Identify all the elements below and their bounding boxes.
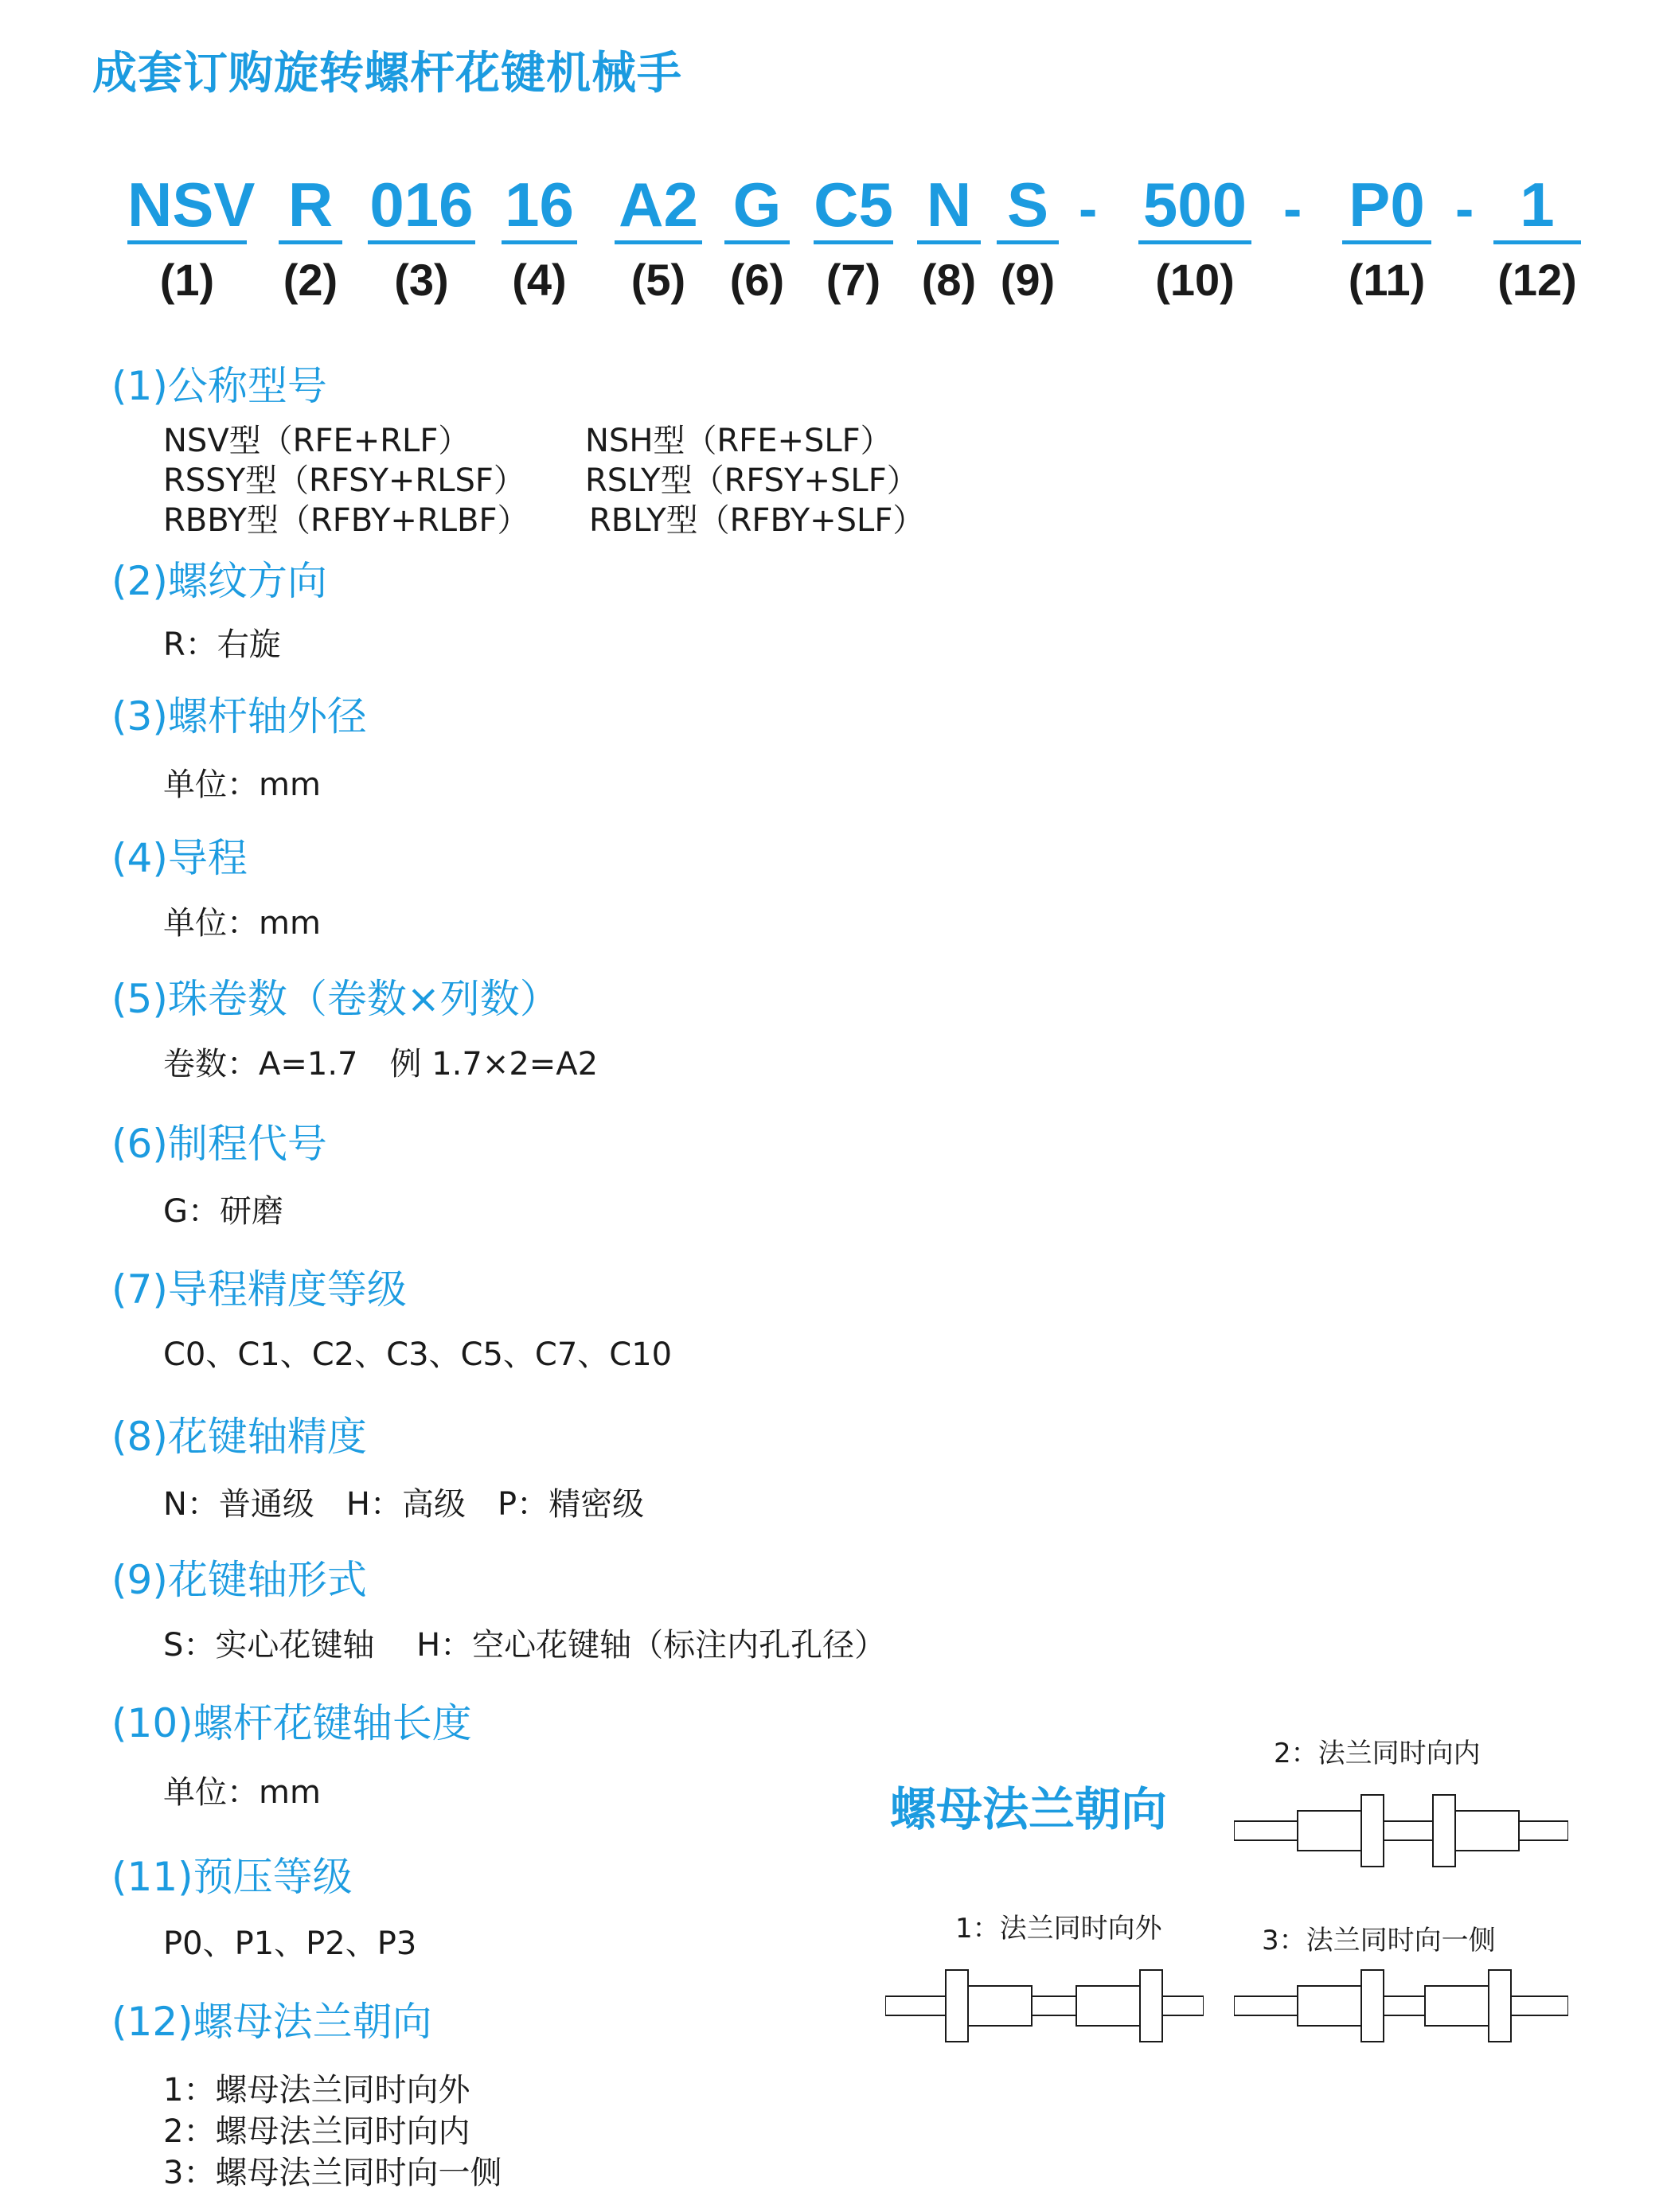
figure-caption-2: 2：法兰同时向内 (1274, 1738, 1481, 1769)
section-line: N：普通级 H：高级 P：精密级 (163, 1486, 645, 1523)
code-dash: - (1079, 178, 1098, 240)
code-segment: N (917, 174, 981, 244)
code-segment: S (997, 174, 1059, 244)
code-dash: - (1283, 178, 1302, 240)
code-part-6 (724, 170, 790, 306)
model-item: NSV型（RFE+RLF） (163, 423, 470, 459)
model-item: NSH型（RFE+SLF） (585, 423, 892, 459)
code-segment: P0 (1342, 174, 1431, 244)
section-title-2: (2)螺纹方向 (111, 558, 327, 604)
code-segment: G (724, 174, 790, 244)
section-line: R：右旋 (163, 626, 281, 663)
section-line: P0、P1、P2、P3 (163, 1925, 417, 1962)
section-title-1: (1)公称型号 (111, 363, 327, 409)
section-line: 单位：mm (163, 1774, 321, 1811)
section-title-4: (4)导程 (111, 835, 248, 881)
model-item: RBBY型（RFBY+RLBF） (163, 502, 529, 539)
code-number: (1) (159, 255, 215, 305)
code-number: (12) (1497, 255, 1577, 305)
code-number: (7) (826, 255, 881, 305)
code-part-2 (279, 170, 342, 306)
code-part-7 (814, 170, 893, 306)
section-title-7: (7)导程精度等级 (111, 1266, 407, 1313)
section-line: 3：螺母法兰同时向一侧 (163, 2155, 502, 2191)
section-title-11: (11)预压等级 (111, 1854, 353, 1900)
section-title-10: (10)螺杆花键轴长度 (111, 1700, 472, 1746)
code-number: (5) (630, 255, 686, 305)
code-segment: R (279, 174, 342, 244)
code-part-8 (917, 170, 981, 306)
section-line: 卷数：A=1.7 例 1.7×2=A2 (163, 1046, 599, 1083)
code-segment: 500 (1138, 174, 1251, 244)
code-part-11 (1342, 170, 1431, 306)
code-part-10 (1138, 170, 1251, 306)
section-title-8: (8)花键轴精度 (111, 1414, 367, 1460)
code-part-4 (502, 170, 577, 306)
code-number: (10) (1155, 255, 1235, 305)
code-number: (4) (512, 255, 567, 305)
section-line: G：研磨 (163, 1193, 283, 1230)
code-segment: NSV (127, 174, 247, 244)
figure-title: 螺母法兰朝向 (890, 1782, 1168, 1836)
section-line: 单位：mm (163, 767, 321, 803)
section-line: C0、C1、C2、C3、C5、C7、C10 (163, 1336, 673, 1373)
code-number: (6) (729, 255, 785, 305)
code-segment: A2 (615, 174, 702, 244)
section-line: 单位：mm (163, 905, 321, 942)
code-part-1 (127, 170, 256, 306)
flange-same-side-diagram (1234, 1958, 1568, 2054)
code-number: (8) (921, 255, 977, 305)
code-part-9 (997, 170, 1059, 306)
code-number: (9) (1000, 255, 1056, 305)
code-segment: 16 (502, 174, 577, 244)
section-line: 1：螺母法兰同时向外 (163, 2072, 470, 2109)
code-segment: C5 (814, 174, 893, 244)
flange-inward-diagram (1234, 1783, 1568, 1878)
flange-outward-diagram (885, 1958, 1204, 2054)
section-title-6: (6)制程代号 (111, 1121, 327, 1167)
code-dash: - (1455, 178, 1474, 240)
section-title-12: (12)螺母法兰朝向 (111, 1999, 432, 2045)
code-segment: 1 (1493, 174, 1581, 244)
code-number: (2) (283, 255, 338, 305)
code-number: (3) (394, 255, 449, 305)
figure-caption-3: 3：法兰同时向一侧 (1262, 1925, 1496, 1956)
section-line: S：实心花键轴 H：空心花键轴（标注内孔孔径） (163, 1627, 887, 1664)
model-item: RSLY型（RFSY+SLF） (585, 462, 919, 499)
section-title-3: (3)螺杆轴外径 (111, 693, 367, 739)
code-segment: 016 (368, 174, 475, 244)
section-title-5: (5)珠卷数（卷数×列数） (111, 976, 560, 1022)
figure-caption-1: 1：法兰同时向外 (955, 1913, 1162, 1945)
code-part-3 (368, 170, 475, 306)
section-line: 2：螺母法兰同时向内 (163, 2113, 470, 2150)
model-item: RBLY型（RFBY+SLF） (589, 502, 925, 539)
code-number: (11) (1348, 255, 1426, 305)
section-title-9: (9)花键轴形式 (111, 1557, 367, 1603)
model-item: RSSY型（RFSY+RLSF） (163, 462, 525, 499)
code-part-12 (1493, 170, 1581, 306)
code-part-5 (615, 170, 702, 306)
page-title: 成套订购旋转螺杆花键机械手 (92, 48, 682, 99)
